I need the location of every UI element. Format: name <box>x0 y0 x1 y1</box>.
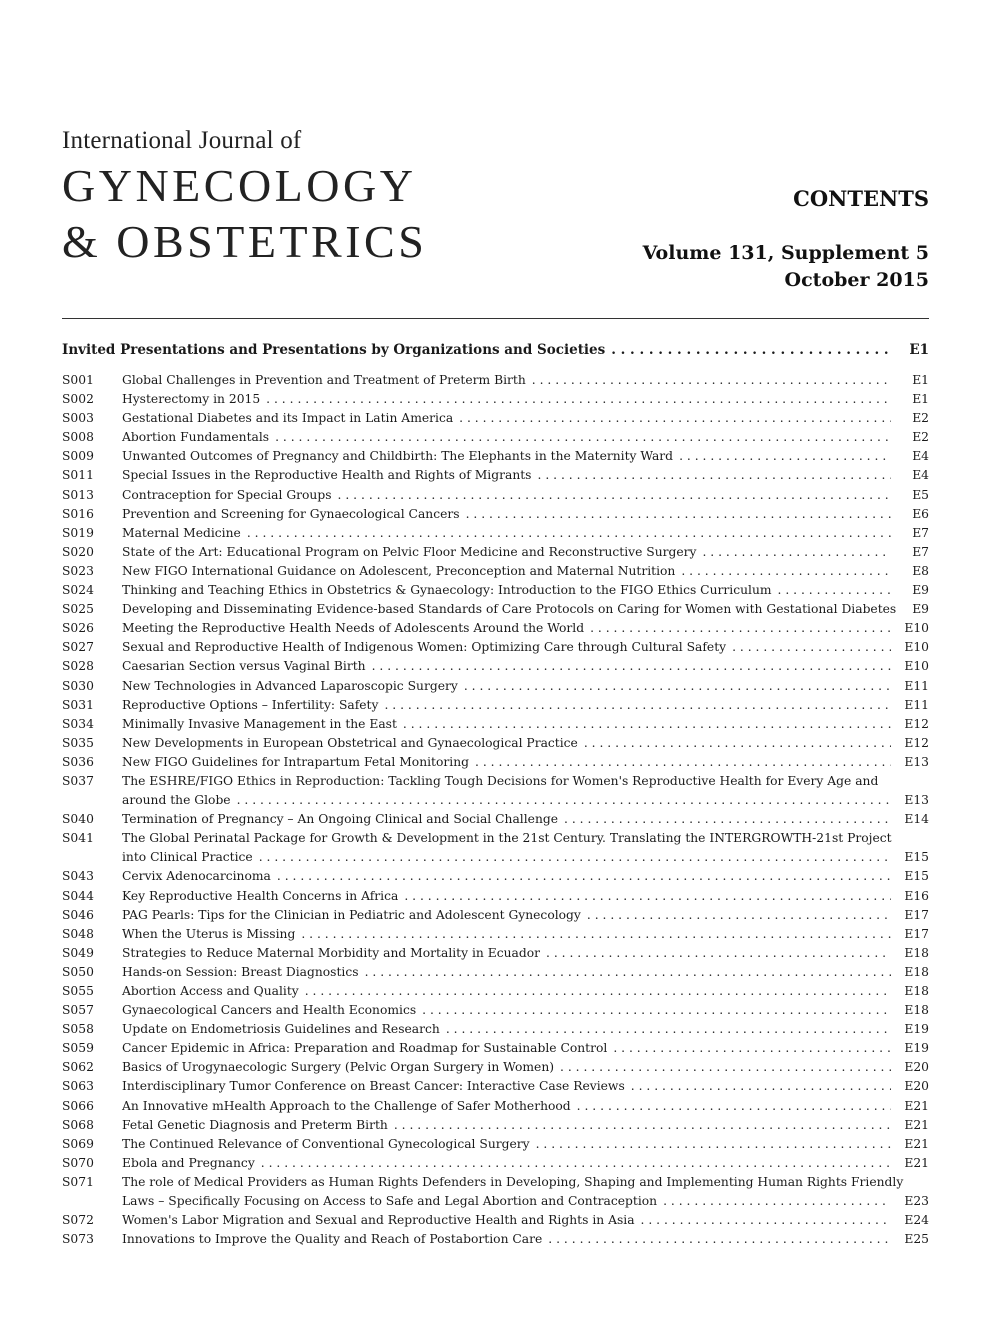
leader-dots <box>564 810 891 829</box>
entry-page: E17 <box>904 907 929 922</box>
entry-page: E11 <box>904 678 929 693</box>
entry-code: S027 <box>62 640 94 655</box>
entry-page: E7 <box>912 544 929 559</box>
entry-title: Global Challenges in Prevention and Treatment of Preterm Birth <box>122 373 526 387</box>
toc-entry[interactable] <box>62 600 929 619</box>
leader-dots <box>259 848 891 867</box>
entry-code: S035 <box>62 735 94 750</box>
leader-dots <box>546 944 891 963</box>
entry-title: New Technologies in Advanced Laparoscopic Surgery <box>122 678 458 693</box>
entry-page: E10 <box>904 659 929 674</box>
toc-entry[interactable] <box>62 543 929 562</box>
entry-code: S040 <box>62 812 94 827</box>
entry-title: around the Globe <box>122 793 231 808</box>
leader-dots <box>372 657 891 676</box>
entry-code: S068 <box>62 1117 94 1132</box>
header-divider <box>62 318 929 319</box>
entry-code: S008 <box>62 430 94 445</box>
entry-title: Meeting the Reproductive Health Needs of Adolescents Around the World <box>122 621 585 636</box>
toc-entry[interactable] <box>62 944 929 963</box>
entry-code: S037 <box>62 773 94 788</box>
entry-title: Hands-on Session: Breast Diagnostics <box>122 964 359 979</box>
toc-entry[interactable] <box>62 505 929 524</box>
toc-entry[interactable] <box>62 906 929 925</box>
entry-code: S009 <box>62 449 94 464</box>
entry-page: E21 <box>904 1136 929 1151</box>
entry-page: E6 <box>912 506 929 521</box>
leader-dots <box>404 887 891 906</box>
entry-page: E19 <box>904 1041 929 1056</box>
entry-title: Maternal Medicine <box>122 525 241 540</box>
leader-dots <box>459 409 891 428</box>
leader-dots <box>266 390 891 409</box>
entry-title: Developing and Disseminating Evidence-based Standards of Care Protocols on Caring for Women with Gestational Diabetes <box>122 602 897 617</box>
entry-title: The Global Perinatal Package for Growth & Development in the 21st Century. Translating the INTERGROWTH-21st Project <box>122 831 892 846</box>
entry-title: Contraception for Special Groups <box>122 487 332 502</box>
entry-title: Abortion Access and Quality <box>122 984 299 998</box>
entry-code: S059 <box>62 1041 94 1056</box>
entry-code: S025 <box>62 602 94 617</box>
entry-title: New Developments in European Obstetrical and Gynaecological Practice <box>122 735 578 750</box>
toc-entry[interactable] <box>62 390 929 409</box>
leader-dots <box>631 1077 891 1096</box>
leader-dots <box>587 906 891 925</box>
entry-page: E19 <box>904 1022 929 1037</box>
entry-title: Gynaecological Cancers and Health Economics <box>122 1003 417 1018</box>
entry-code: S044 <box>62 888 94 903</box>
toc-entry[interactable] <box>62 619 929 638</box>
entry-code: S050 <box>62 964 94 979</box>
entry-title: Special Issues in the Reproductive Health and Rights of Migrants <box>122 468 532 483</box>
toc-entry[interactable] <box>62 696 929 715</box>
journal-name-line3: & OBSTETRICS <box>62 216 428 267</box>
entry-title: Laws – Specifically Focusing on Access to Safe and Legal Abortion and Contraception <box>122 1194 658 1209</box>
entry-page: E20 <box>904 1060 929 1075</box>
entry-page: E13 <box>904 793 929 808</box>
leader-dots <box>613 1039 891 1058</box>
entry-title: Cervix Adenocarcinoma <box>122 869 271 884</box>
entry-title: Innovations to Improve the Quality and Reach of Postabortion Care <box>122 1232 543 1247</box>
journal-name-line2: GYNECOLOGY <box>62 160 417 211</box>
leader-dots <box>679 447 891 466</box>
entry-title: Cancer Epidemic in Africa: Preparation and Roadmap for Sustainable Control <box>122 1041 608 1056</box>
entry-code: S003 <box>62 411 94 426</box>
toc-entry[interactable] <box>62 715 929 734</box>
section-heading[interactable] <box>62 342 929 358</box>
journal-logo <box>62 126 427 270</box>
leader-dots <box>590 619 891 638</box>
entry-page: E18 <box>904 964 929 979</box>
entry-title: Unwanted Outcomes of Pregnancy and Childbirth: The Elephants in the Maternity Ward <box>122 449 674 464</box>
leader-dots <box>548 1230 891 1249</box>
entry-code: S043 <box>62 869 94 884</box>
entry-page: E21 <box>904 1117 929 1132</box>
leader-dots <box>422 1001 891 1020</box>
toc-entry[interactable] <box>62 1077 929 1096</box>
entry-title: Sexual and Reproductive Health of Indigenous Women: Optimizing Care through Cultural Safety <box>122 640 727 655</box>
toc-entry[interactable] <box>62 887 929 906</box>
toc-entry[interactable] <box>62 1154 929 1173</box>
entry-page: E9 <box>912 602 929 617</box>
toc-entry[interactable] <box>62 1173 929 1211</box>
toc-entry[interactable] <box>62 409 929 428</box>
entry-title: Gestational Diabetes and its Impact in Latin America <box>122 411 454 426</box>
entry-page: E2 <box>912 411 929 426</box>
entry-title: into Clinical Practice <box>122 850 253 865</box>
toc-entry[interactable] <box>62 1020 929 1039</box>
leader-dots <box>778 581 891 600</box>
entry-title: Minimally Invasive Management in the East <box>122 716 397 731</box>
toc-entry[interactable] <box>62 1230 929 1249</box>
entry-page: E14 <box>904 812 929 827</box>
leader-dots <box>237 791 891 810</box>
entry-code: S019 <box>62 525 94 540</box>
leader-dots <box>681 562 891 581</box>
entry-code: S028 <box>62 659 94 674</box>
toc-entry[interactable] <box>62 428 929 447</box>
entry-title: Update on Endometriosis Guidelines and Research <box>122 1022 440 1037</box>
entry-page: E20 <box>904 1079 929 1094</box>
section-page: E1 <box>909 342 929 358</box>
entry-page: E8 <box>912 563 929 578</box>
entry-page: E4 <box>912 468 929 483</box>
entry-page: E24 <box>904 1213 929 1228</box>
issue-date: October 2015 <box>784 269 929 291</box>
entry-code: S020 <box>62 544 94 559</box>
toc-entry[interactable] <box>62 829 929 867</box>
table-of-contents <box>62 371 929 1249</box>
leader-dots <box>301 925 891 944</box>
entry-title: An Innovative mHealth Approach to the Challenge of Safer Motherhood <box>122 1098 571 1113</box>
leader-dots <box>732 638 891 657</box>
toc-entry[interactable] <box>62 867 929 886</box>
entry-page: E11 <box>904 697 929 712</box>
toc-entry[interactable] <box>62 1211 929 1230</box>
toc-entry[interactable] <box>62 982 929 1001</box>
entry-title: Caesarian Section versus Vaginal Birth <box>122 659 366 674</box>
toc-entry[interactable] <box>62 677 929 696</box>
entry-code: S013 <box>62 487 94 502</box>
leader-dots <box>277 867 891 886</box>
entry-code: S024 <box>62 583 94 598</box>
toc-entry[interactable] <box>62 810 929 829</box>
leader-dots <box>384 696 891 715</box>
leader-dots <box>475 753 891 772</box>
entry-page: E7 <box>912 525 929 540</box>
entry-title: Basics of Urogynaecologic Surgery (Pelvic Organ Surgery in Women) <box>122 1060 555 1075</box>
entry-page: E18 <box>904 984 929 998</box>
leader-dots <box>338 486 891 505</box>
entry-code: S070 <box>62 1155 94 1170</box>
entry-title: New FIGO International Guidance on Adolescent, Preconception and Maternal Nutrition <box>122 563 676 578</box>
toc-entry[interactable] <box>62 371 929 390</box>
leader-dots <box>247 524 891 543</box>
leader-dots <box>466 505 891 524</box>
entry-code: S071 <box>62 1174 94 1189</box>
entry-page: E16 <box>904 888 929 903</box>
leader-dots <box>641 1211 891 1230</box>
leader-dots <box>663 1192 891 1211</box>
entry-title: Fetal Genetic Diagnosis and Preterm Birth <box>122 1117 388 1132</box>
entry-title: The Continued Relevance of Conventional Gynecological Surgery <box>122 1136 530 1151</box>
entry-title: Ebola and Pregnancy <box>122 1155 255 1170</box>
leader-dots <box>536 1135 891 1154</box>
entry-code: S055 <box>62 984 94 998</box>
toc-entry[interactable] <box>62 524 929 543</box>
entry-code: S026 <box>62 621 94 636</box>
entry-page: E18 <box>904 1003 929 1018</box>
entry-code: S049 <box>62 945 94 960</box>
toc-entry[interactable] <box>62 753 929 772</box>
entry-page: E18 <box>904 945 929 960</box>
entry-page: E12 <box>904 716 929 731</box>
entry-page: E13 <box>904 754 929 769</box>
leader-dots <box>365 963 891 982</box>
leader-dots <box>394 1116 891 1135</box>
leader-dots <box>577 1097 891 1116</box>
entry-code: S034 <box>62 716 94 731</box>
toc-entry[interactable] <box>62 734 929 753</box>
entry-title: Strategies to Reduce Maternal Morbidity and Mortality in Ecuador <box>122 945 541 960</box>
toc-entry[interactable] <box>62 1039 929 1058</box>
entry-code: S036 <box>62 754 94 769</box>
toc-entry[interactable] <box>62 772 929 810</box>
entry-page: E4 <box>912 449 929 464</box>
entry-title: New FIGO Guidelines for Intrapartum Fetal Monitoring <box>122 754 470 769</box>
toc-entry[interactable] <box>62 1097 929 1116</box>
entry-page: E21 <box>904 1098 929 1113</box>
journal-name-line1: International Journal of <box>62 127 302 154</box>
leader-dots <box>446 1020 891 1039</box>
entry-title: Thinking and Teaching Ethics in Obstetrics & Gynaecology: Introduction to the FIGO Ethics Curriculum <box>122 583 772 598</box>
leader-dots <box>403 715 891 734</box>
entry-title: Women's Labor Migration and Sexual and Reproductive Health and Rights in Asia <box>122 1213 635 1228</box>
entry-title: The role of Medical Providers as Human Rights Defenders in Developing, Shaping and Implementing Human Rights Friendly <box>122 1174 904 1189</box>
entry-page: E1 <box>912 392 929 407</box>
leader-dots <box>275 428 891 447</box>
entry-code: S016 <box>62 506 94 521</box>
entry-page: E25 <box>904 1232 929 1247</box>
toc-entry[interactable] <box>62 1135 929 1154</box>
entry-page: E9 <box>912 583 929 598</box>
entry-title: Reproductive Options – Infertility: Safety <box>122 697 379 712</box>
entry-code: S069 <box>62 1136 94 1151</box>
entry-page: E15 <box>904 850 929 865</box>
leader-dots <box>560 1058 891 1077</box>
entry-page: E17 <box>904 926 929 941</box>
section-title: Invited Presentations and Presentations by Organizations and Societies <box>62 342 606 358</box>
entry-page: E10 <box>904 640 929 655</box>
toc-entry[interactable] <box>62 466 929 485</box>
entry-title: Prevention and Screening for Gynaecological Cancers <box>122 506 460 521</box>
entry-title: Interdisciplinary Tumor Conference on Breast Cancer: Interactive Case Reviews <box>122 1079 625 1094</box>
toc-entry[interactable] <box>62 638 929 657</box>
entry-page: E5 <box>912 487 929 502</box>
entry-code: S073 <box>62 1232 94 1247</box>
entry-code: S057 <box>62 1003 94 1018</box>
entry-title: The ESHRE/FIGO Ethics in Reproduction: Tackling Tough Decisions for Women's Reproductive Health for Every Age and <box>122 773 879 788</box>
entry-code: S058 <box>62 1022 94 1037</box>
leader-dots <box>261 1154 891 1173</box>
leader-dots <box>702 543 891 562</box>
entry-title: Termination of Pregnancy – An Ongoing Clinical and Social Challenge <box>122 812 559 827</box>
entry-code: S063 <box>62 1079 94 1094</box>
toc-entry[interactable] <box>62 486 929 505</box>
entry-page: E12 <box>904 735 929 750</box>
entry-title: State of the Art: Educational Program on Pelvic Floor Medicine and Reconstructive Surgery <box>122 544 697 559</box>
toc-entry[interactable] <box>62 447 929 466</box>
toc-entry[interactable] <box>62 657 929 676</box>
entry-title: PAG Pearls: Tips for the Clinician in Pediatric and Adolescent Gynecology <box>122 907 581 922</box>
leader-dots <box>305 982 891 1001</box>
leader-dots <box>538 466 892 485</box>
contents-heading: CONTENTS <box>793 186 929 211</box>
entry-page: E23 <box>904 1194 929 1209</box>
leader-dots <box>584 734 891 753</box>
entry-code: S048 <box>62 926 94 941</box>
entry-page: E21 <box>904 1155 929 1170</box>
entry-code: S031 <box>62 697 94 712</box>
toc-entry[interactable] <box>62 925 929 944</box>
entry-code: S046 <box>62 907 94 922</box>
issue-info <box>643 240 929 294</box>
toc-entry[interactable] <box>62 1116 929 1135</box>
entry-code: S001 <box>62 373 94 387</box>
leader-dots <box>611 342 891 358</box>
entry-code: S072 <box>62 1213 94 1228</box>
entry-code: S023 <box>62 563 94 578</box>
entry-code: S030 <box>62 678 94 693</box>
toc-entry[interactable] <box>62 581 929 600</box>
volume-label: Volume 131, Supplement 5 <box>642 242 929 264</box>
entry-code: S002 <box>62 392 94 407</box>
entry-title: When the Uterus is Missing <box>122 926 296 941</box>
entry-code: S041 <box>62 831 94 846</box>
toc-entry[interactable] <box>62 1058 929 1077</box>
entry-title: Key Reproductive Health Concerns in Africa <box>122 888 399 903</box>
entry-title: Abortion Fundamentals <box>122 430 270 445</box>
toc-entry[interactable] <box>62 963 929 982</box>
entry-page: E1 <box>912 373 929 387</box>
entry-page: E10 <box>904 621 929 636</box>
toc-entry[interactable] <box>62 1001 929 1020</box>
entry-code: S062 <box>62 1060 94 1075</box>
entry-page: E2 <box>912 430 929 445</box>
entry-page: E15 <box>904 869 929 884</box>
entry-code: S011 <box>62 468 94 483</box>
leader-dots <box>532 371 891 390</box>
entry-title: Hysterectomy in 2015 <box>122 392 261 407</box>
leader-dots <box>464 677 891 696</box>
toc-entry[interactable] <box>62 562 929 581</box>
entry-code: S066 <box>62 1098 94 1113</box>
